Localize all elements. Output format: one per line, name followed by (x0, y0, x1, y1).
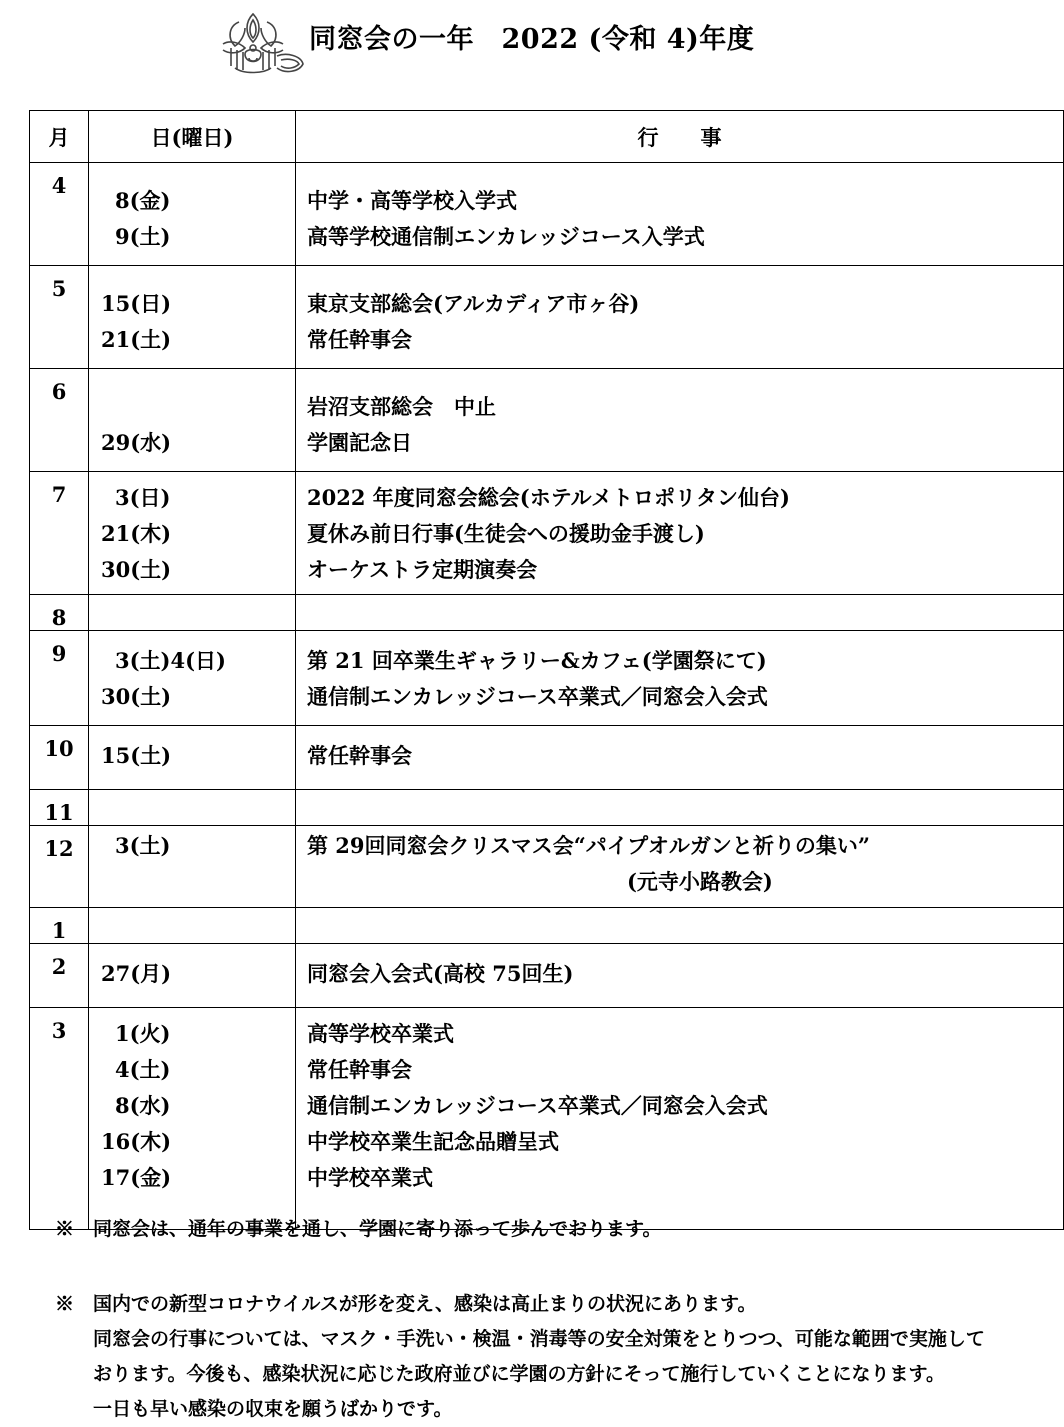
date-cell (89, 595, 296, 631)
event-line: 第 21 回卒業生ギャラリー&カフェ(学園祭にて) (307, 648, 767, 673)
event-cell (296, 266, 1064, 369)
month-cell: 3 (30, 1008, 89, 1230)
note-2 (55, 1287, 985, 1427)
date-line: 8(金) (115, 188, 171, 213)
date-line: 30(土) (101, 684, 172, 709)
table-row (30, 472, 1064, 595)
date-cell (89, 944, 296, 1008)
event-cell (296, 631, 1064, 726)
date-header: 日(曜日) (89, 111, 296, 163)
table-row (30, 266, 1064, 369)
event-cell (296, 1008, 1064, 1230)
date-line: 15(土) (101, 743, 172, 768)
event-line: 中学・高等学校入学式 (307, 188, 517, 213)
date-cell (89, 790, 296, 826)
table-row (30, 369, 1064, 472)
table-row (30, 726, 1064, 790)
date-cell (89, 266, 296, 369)
event-line: 通信制エンカレッジコース卒業式／同窓会入会式 (307, 684, 768, 709)
note-2-line: ※ 国内での新型コロナウイルスが形を変え、感染は高止まりの状況にあります。 (55, 1293, 757, 1315)
event-line: 中学校卒業生記念品贈呈式 (307, 1129, 559, 1154)
table-row (30, 790, 1064, 826)
table-header-row (30, 111, 1064, 163)
date-cell (89, 726, 296, 790)
date-cell (89, 369, 296, 472)
event-line: 夏休み前日行事(生徒会への援助金手渡し) (307, 521, 705, 546)
date-cell (89, 163, 296, 266)
table-row (30, 1008, 1064, 1230)
month-cell: 4 (30, 163, 89, 266)
date-line: 30(土) (101, 557, 172, 582)
month-cell: 12 (30, 826, 89, 908)
month-header: 月 (30, 111, 89, 163)
month-cell: 10 (30, 726, 89, 790)
event-cell (296, 726, 1064, 790)
date-line: 21(木) (101, 521, 172, 546)
event-line: (元寺小路教会) (627, 869, 773, 894)
event-line: 常任幹事会 (307, 743, 412, 768)
event-cell (296, 163, 1064, 266)
event-line: 岩沼支部総会 中止 (307, 394, 496, 419)
date-cell (89, 908, 296, 944)
school-crest-logo-icon (215, 8, 307, 78)
month-cell: 1 (30, 908, 89, 944)
note-2-line: 同窓会の行事については、マスク・手洗い・検温・消毒等の安全対策をとりつつ、可能な範囲で実施して (55, 1328, 985, 1350)
event-cell (296, 369, 1064, 472)
event-line: 東京支部総会(アルカディア市ヶ谷) (307, 291, 640, 316)
event-line: 通信制エンカレッジコース卒業式／同窓会入会式 (307, 1093, 768, 1118)
event-line: 常任幹事会 (307, 327, 412, 352)
date-line: 3(土) (115, 833, 171, 858)
date-cell (89, 1008, 296, 1230)
event-line: 高等学校卒業式 (307, 1021, 454, 1046)
date-line: 4(土) (115, 1057, 171, 1082)
note-1-text: ※ 同窓会は、通年の事業を通し、学園に寄り添って歩んでおります。 (55, 1218, 662, 1240)
event-line: 2022 年度同窓会総会(ホテルメトロポリタン仙台) (307, 485, 790, 510)
event-line: 中学校卒業式 (307, 1165, 433, 1190)
month-cell: 11 (30, 790, 89, 826)
event-line: 同窓会入会式(高校 75回生) (307, 961, 574, 986)
note-1 (55, 1212, 661, 1247)
month-cell: 6 (30, 369, 89, 472)
table-row (30, 908, 1064, 944)
event-line: 第 29回同窓会クリスマス会“パイプオルガンと祈りの集い” (307, 833, 871, 858)
month-cell: 7 (30, 472, 89, 595)
date-line: 17(金) (101, 1165, 172, 1190)
event-cell (296, 472, 1064, 595)
table-row (30, 163, 1064, 266)
month-cell: 5 (30, 266, 89, 369)
date-line: 1(火) (115, 1021, 171, 1046)
note-2-line: 一日も早い感染の収束を願うばかりです。 (55, 1398, 453, 1420)
date-cell (89, 631, 296, 726)
date-line (101, 389, 295, 425)
date-cell (89, 826, 296, 908)
event-line: 学園記念日 (307, 430, 412, 455)
date-cell (89, 472, 296, 595)
note-2-line: おります。今後も、感染状況に応じた政府並びに学園の方針にそって施行していくことになります。 (55, 1363, 945, 1385)
date-line: 29(水) (101, 430, 172, 455)
table-row (30, 631, 1064, 726)
date-line: 16(木) (101, 1129, 172, 1154)
table-row (30, 595, 1064, 631)
event-cell (296, 908, 1064, 944)
event-line: オーケストラ定期演奏会 (307, 557, 538, 582)
date-line: 8(水) (115, 1093, 171, 1118)
date-line: 15(日) (101, 291, 172, 316)
event-table (29, 110, 1064, 1230)
date-line: 3(土)4(日) (115, 648, 226, 673)
page-title: 同窓会の一年 2022 (令和 4)年度 (309, 23, 755, 55)
date-line: 3(日) (115, 485, 171, 510)
month-cell: 2 (30, 944, 89, 1008)
event-line: 高等学校通信制エンカレッジコース入学式 (307, 224, 705, 249)
date-line: 21(土) (101, 327, 172, 352)
date-line: 27(月) (101, 961, 172, 986)
event-cell (296, 790, 1064, 826)
event-cell (296, 826, 1064, 908)
event-header: 行 事 (296, 111, 1064, 163)
event-line: 常任幹事会 (307, 1057, 412, 1082)
month-cell: 9 (30, 631, 89, 726)
event-cell (296, 944, 1064, 1008)
event-cell (296, 595, 1064, 631)
table-row (30, 944, 1064, 1008)
header (215, 8, 754, 78)
month-cell: 8 (30, 595, 89, 631)
table-row (30, 826, 1064, 908)
date-line: 9(土) (115, 224, 171, 249)
